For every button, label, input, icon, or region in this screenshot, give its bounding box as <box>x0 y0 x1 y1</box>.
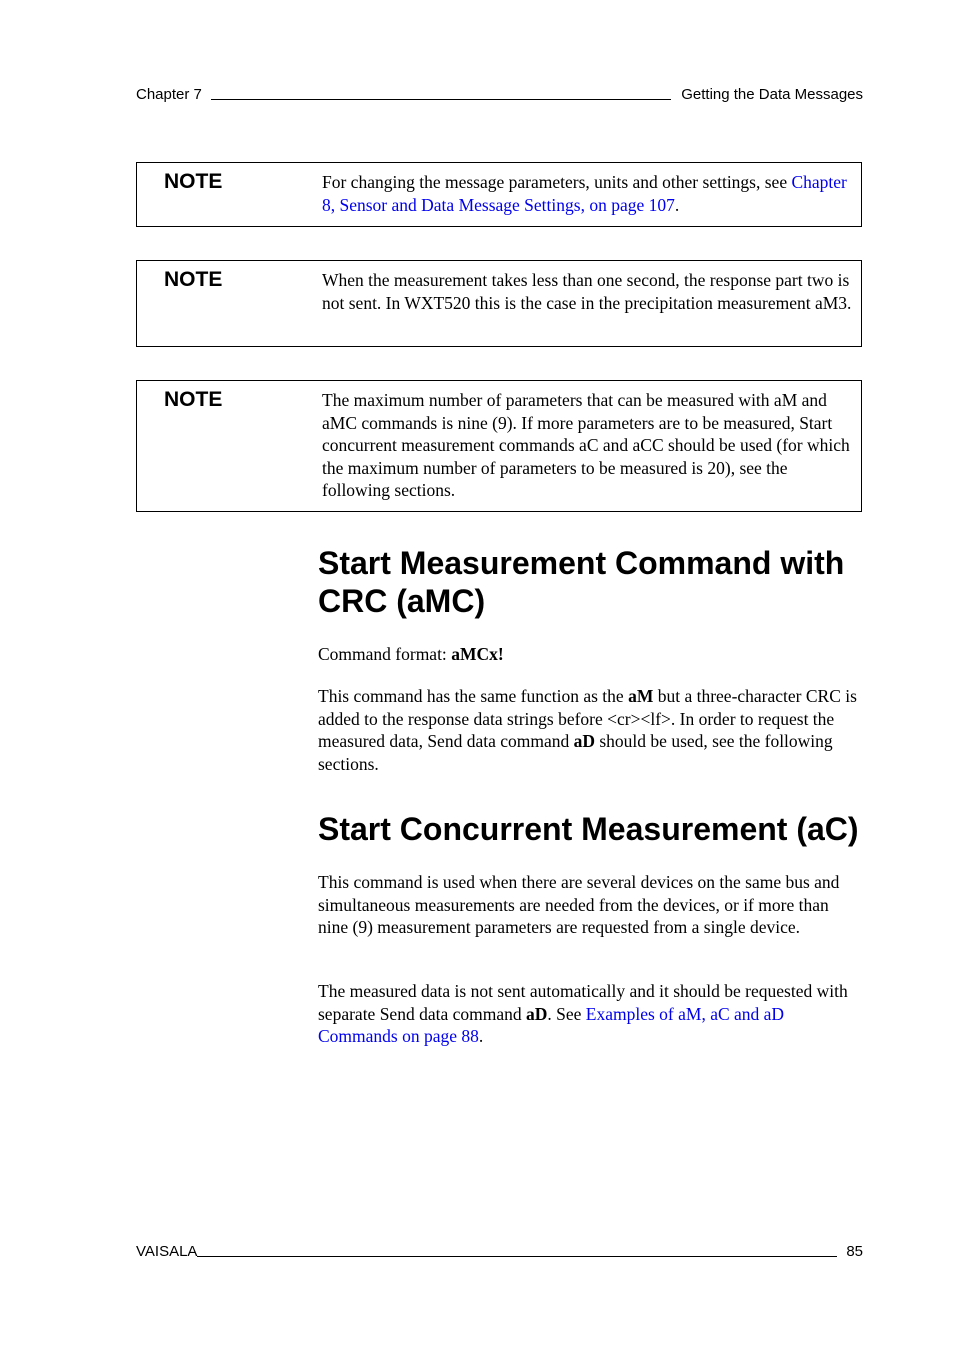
note-label: NOTE <box>164 170 223 193</box>
command-name: aD <box>525 1003 548 1024</box>
text-run: but a three-character CRC is added to the response data strings before <cr><lf>. In order to request the measured data, Send data command <box>318 686 857 751</box>
note-box-max-parameters <box>136 380 862 512</box>
note-box-message-settings <box>136 162 862 227</box>
command-name: aD <box>573 731 595 751</box>
text-run: This command has the same function as the <box>318 686 629 706</box>
note-text: When the measurement takes less than one second, the response part two is not sent. In WXT520 this is the case in the precipitation measurement aM3. <box>322 270 852 313</box>
section-heading-amc: Start Measurement Command with CRC (aMC) <box>318 545 845 619</box>
format-command: aMCx! <box>451 644 504 664</box>
text-run: should be used, see the following sections. <box>318 731 833 774</box>
ac-description-paragraph: This command is used when there are several devices on the same bus and simultaneous measurements are needed from the devices, or if more than nine (9) measurement parameters are requested from a single device. <box>318 872 840 937</box>
format-label: Command format: <box>318 644 452 664</box>
page-header <box>136 86 863 103</box>
company-name: VAISALA <box>136 1243 198 1260</box>
text-run: The measured data is not sent automatically and it should be requested with separate Send data command <box>318 981 848 1024</box>
note-label: NOTE <box>164 268 223 291</box>
section-heading-ac: Start Concurrent Measurement (aC) <box>318 811 859 847</box>
footer-rule <box>197 1256 837 1257</box>
chapter-label: Chapter 7 <box>136 86 202 103</box>
command-name: aM <box>628 686 654 706</box>
note-text-part: . <box>674 194 680 215</box>
examples-link[interactable]: Examples of aM, aC and aD Commands on page 88 <box>318 1003 785 1046</box>
ac-data-request-paragraph <box>318 980 863 1048</box>
note-label: NOTE <box>164 388 223 411</box>
text-run: . See <box>547 1003 586 1024</box>
amc-description-paragraph <box>318 685 863 775</box>
text-run: . <box>478 1026 484 1046</box>
chapter-8-link[interactable]: Chapter 8, Sensor and Data Message Settings, on page 107 <box>322 172 847 215</box>
note-text: The maximum number of parameters that can be measured with aM and aMC commands is nine (9). If more parameters are to be measured, Start concurrent measurement commands aC and aCC should be used (for which the maximum number of parameters to be measured is 20), see the following sections. <box>322 390 850 500</box>
command-format-paragraph <box>318 643 863 666</box>
note-text-part: For changing the message parameters, units and other settings, see <box>322 172 792 192</box>
note-box-response-part <box>136 260 862 347</box>
header-rule <box>211 99 671 100</box>
note-text <box>322 171 853 216</box>
page-number: 85 <box>846 1243 863 1260</box>
chapter-title: Getting the Data Messages <box>681 86 863 103</box>
page-footer <box>136 1243 863 1260</box>
